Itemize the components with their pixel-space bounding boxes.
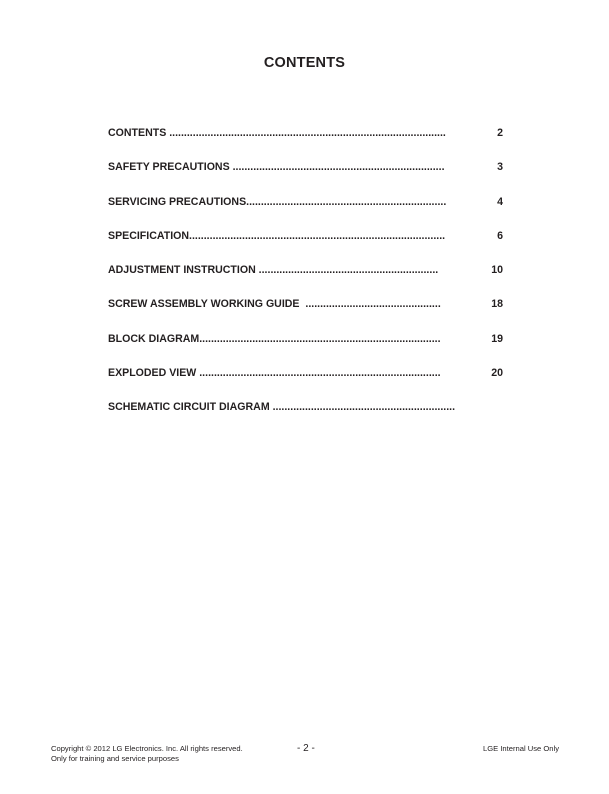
table-of-contents	[108, 127, 503, 436]
toc-entry-label: SPECIFICATION.......................................................................................	[108, 229, 446, 242]
toc-entry-page: 20	[491, 367, 503, 380]
toc-entry-page: 2	[497, 127, 503, 139]
toc-entry-safety-precautions[interactable]	[108, 161, 503, 195]
toc-entry-adjustment-instruction[interactable]	[108, 264, 503, 298]
toc-entry-page: 19	[491, 332, 503, 345]
toc-entry-exploded-view[interactable]	[108, 367, 503, 401]
page-title: CONTENTS	[263, 55, 346, 71]
page-number: - 2 -	[297, 743, 315, 754]
toc-entry-label: SERVICING PRECAUTIONS....................................................................	[108, 195, 447, 208]
toc-entry-block-diagram[interactable]	[108, 333, 503, 367]
usage-notice: Only for training and service purposes	[51, 754, 179, 763]
toc-entry-label: ADJUSTMENT INSTRUCTION .............................................................	[108, 264, 439, 277]
footer-legal	[51, 744, 243, 764]
toc-entry-specification[interactable]	[108, 230, 503, 264]
copyright-notice: Copyright © 2012 LG Electronics. Inc. All rights reserved.	[51, 744, 243, 753]
toc-entry-page: 4	[497, 195, 503, 208]
toc-entry-label: EXPLODED VIEW ..................................................................................	[108, 367, 441, 380]
toc-entry-schematic-circuit-diagram[interactable]	[108, 401, 503, 435]
toc-entry-label: SAFETY PRECAUTIONS ........................................................................	[108, 161, 445, 174]
toc-entry-label: CONTENTS ..............................................................................................	[108, 127, 446, 139]
toc-entry-screw-assembly-working-guide[interactable]	[108, 298, 503, 332]
toc-entry-label: BLOCK DIAGRAM..................................................................................	[108, 332, 441, 345]
toc-entry-label: SCHEMATIC CIRCUIT DIAGRAM ..............................................................	[108, 401, 456, 414]
toc-entry-page: 18	[491, 298, 503, 311]
toc-entry-page: 10	[491, 264, 503, 277]
toc-entry-contents[interactable]	[108, 127, 503, 161]
toc-entry-label: SCREW ASSEMBLY WORKING GUIDE ..............................................	[108, 298, 441, 311]
internal-use-notice: LGE Internal Use Only	[483, 744, 559, 753]
toc-entry-page: 6	[497, 229, 503, 242]
toc-entry-page: 3	[497, 161, 503, 174]
toc-entry-servicing-precautions[interactable]	[108, 196, 503, 230]
